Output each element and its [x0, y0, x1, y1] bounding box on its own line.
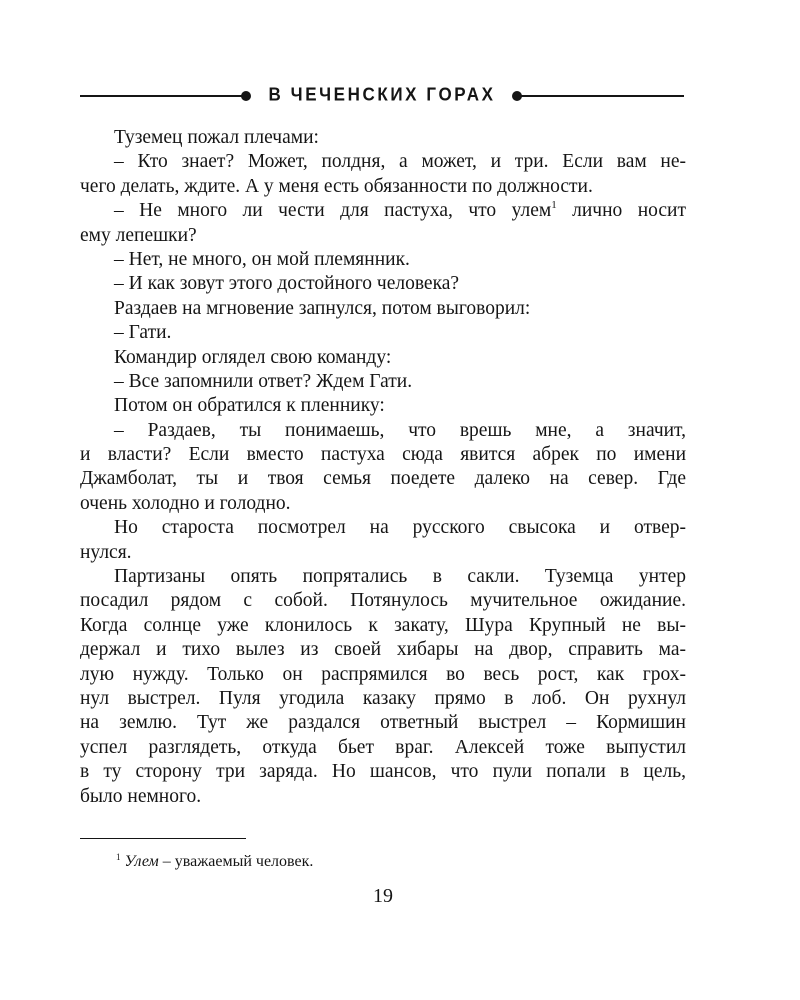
footnote-term: Улем	[124, 853, 159, 870]
text-line: нул выстрел. Пуля угодила казаку прямо в лоб. Он рухнул	[80, 687, 686, 709]
text-line: Но староста посмотрел на русского свысока и отвер-	[114, 517, 686, 539]
text-segment: лично носит	[572, 200, 686, 222]
text-line: и власти? Если вместо пастуха сюда явится абрек по имени	[80, 444, 686, 466]
text-line: ему лепешки?	[80, 224, 197, 246]
text-line: – Кто знает? Может, полдня, а может, и три. Если вам не-	[114, 151, 686, 173]
page-number: 19	[373, 885, 393, 907]
text-line: – Все запомнили ответ? Ждем Гати.	[114, 370, 413, 392]
text-line: нулся.	[80, 541, 132, 563]
footnote-divider	[80, 838, 246, 839]
text-line: было немного.	[80, 785, 202, 807]
text-segment: – Не много ли чести для пастуха, что улем	[114, 200, 552, 222]
text-line: Командир оглядел свою команду:	[114, 346, 392, 368]
text-line: Раздаев на мгновение запнулся, потом выговорил:	[114, 297, 531, 319]
text-line: Туземец пожал плечами:	[114, 127, 319, 148]
header-rule-right	[517, 95, 684, 97]
text-line: Потом он обратился к пленнику:	[114, 395, 385, 417]
text-line: – И как зовут этого достойного человека?	[114, 273, 460, 295]
text-line: посадил рядом с собой. Потянулось мучительное ожидание.	[80, 590, 686, 612]
running-header	[80, 84, 684, 108]
text-line: в ту сторону три заряда. Но шансов, что пули попали в цель,	[80, 761, 686, 783]
text-line: – Нет, не много, он мой племянник.	[114, 248, 410, 270]
text-line: Когда солнце уже клонилось к закату, Шура Крупный не вы-	[80, 614, 686, 636]
text-line: очень холодно и голодно.	[80, 492, 291, 514]
text-line: Партизаны опять попрятались в сакли. Туземца унтер	[114, 566, 686, 588]
text-line: на землю. Тут же раздался ответный выстрел – Кормишин	[80, 712, 686, 734]
text-line: лую нужду. Только он распрямился во весь рост, как грох-	[80, 663, 686, 685]
text-line: – Гати.	[114, 322, 172, 344]
text-line-with-footnote	[80, 199, 686, 223]
text-line: успел разглядеть, откуда бьет враг. Алексей тоже выпустил	[80, 736, 686, 758]
footnote-reference: 1	[551, 199, 557, 212]
footnote-text: – уважаемый человек.	[158, 853, 314, 870]
text-line: – Раздаев, ты понимаешь, что врешь мне, а значит,	[114, 419, 686, 441]
header-rule-left	[80, 95, 246, 97]
main-text	[80, 126, 686, 809]
footnote-marker: 1	[116, 852, 121, 862]
text-line: чего делать, ждите. А у меня есть обязанности по должности.	[80, 175, 593, 197]
footnote	[116, 852, 313, 872]
header-ornament-dot-left	[241, 91, 251, 101]
running-title: В ЧЕЧЕНСКИХ ГОРАХ	[268, 84, 496, 105]
text-line: держал и тихо вылез из своей хибары на двор, справить ма-	[80, 639, 686, 661]
text-line: Джамболат, ты и твоя семья поедете далеко на север. Где	[80, 468, 686, 490]
